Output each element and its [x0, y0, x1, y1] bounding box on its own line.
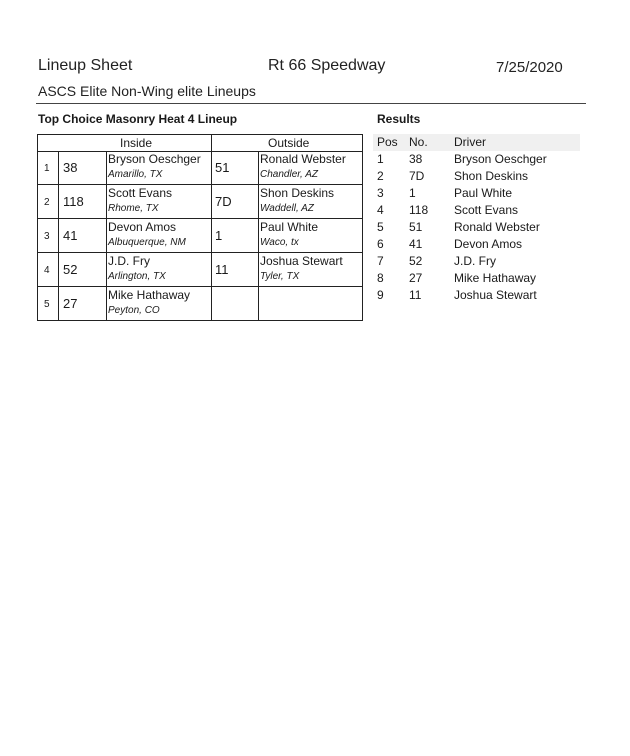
inside-driver-city: Rhome, TX: [108, 203, 159, 214]
lineup-row-number: 3: [44, 231, 50, 242]
inside-header: Inside: [120, 136, 153, 150]
inside-driver-city: Arlington, TX: [108, 271, 166, 282]
outside-car-number: 51: [215, 160, 230, 175]
outside-car-number: 7D: [215, 194, 232, 209]
inside-driver-city: Amarillo, TX: [108, 169, 163, 180]
results-row: [373, 202, 580, 219]
inside-driver-city: Albuquerque, NM: [108, 237, 186, 248]
results-driver-name: Mike Hathaway: [454, 271, 537, 285]
outside-number-divider: [258, 151, 259, 321]
results-car-number: 11: [409, 288, 422, 302]
results-car-number: 51: [409, 220, 423, 234]
lineup-row-number: 5: [44, 299, 50, 310]
results-header-row: [373, 134, 580, 151]
lineup-row: [38, 287, 362, 321]
lineup-heading: Top Choice Masonry Heat 4 Lineup: [38, 112, 238, 126]
results-car-number: 118: [409, 203, 429, 217]
results-driver-name: Bryson Oeschger: [454, 152, 547, 166]
results-row: [373, 287, 580, 304]
inside-car-number: 52: [63, 262, 78, 277]
results-position: 7: [377, 254, 384, 268]
outside-driver-name: Paul White: [260, 220, 319, 234]
lineup-header-row: [38, 135, 362, 152]
results-driver-name: Ronald Webster: [454, 220, 540, 234]
inside-number-divider: [106, 151, 107, 321]
outside-car-number: 1: [215, 228, 223, 243]
outside-driver-city: Waddell, AZ: [260, 203, 314, 214]
results-car-number: 38: [409, 152, 423, 166]
results-driver-name: Scott Evans: [454, 203, 519, 217]
lineup-row: [38, 185, 362, 219]
race-date: 7/25/2020: [496, 59, 563, 76]
results-row: [373, 185, 580, 202]
results-position: 2: [377, 169, 384, 183]
results-position: 5: [377, 220, 384, 234]
lineup-row-number: 4: [44, 265, 50, 276]
results-heading: Results: [377, 112, 421, 126]
results-position: 8: [377, 271, 384, 285]
results-car-number: 41: [409, 237, 423, 251]
results-row: [373, 270, 580, 287]
results-row: [373, 151, 580, 168]
row-number-divider: [58, 151, 59, 321]
inside-car-number: 41: [63, 228, 78, 243]
results-position: 9: [377, 288, 384, 302]
inside-car-number: 118: [63, 194, 84, 209]
outside-driver-city: Tyler, TX: [260, 271, 300, 282]
inside-driver-name: Devon Amos: [108, 220, 177, 234]
results-position: 4: [377, 203, 384, 217]
track-name: Rt 66 Speedway: [268, 57, 386, 74]
lineup-row: [38, 253, 362, 287]
lineup-row: [38, 219, 362, 253]
results-position: 3: [377, 186, 384, 200]
sheet-title: Lineup Sheet: [38, 57, 133, 74]
results-table: [373, 134, 580, 304]
inside-driver-city: Peyton, CO: [108, 305, 160, 316]
results-car-number: 27: [409, 271, 423, 285]
results-position: 6: [377, 237, 384, 251]
results-pos-header: Pos: [377, 135, 398, 149]
results-row: [373, 168, 580, 185]
results-driver-name: J.D. Fry: [454, 254, 496, 268]
outside-driver-name: Ronald Webster: [260, 152, 346, 166]
results-driver-header: Driver: [454, 135, 486, 149]
results-no-header: No.: [409, 135, 428, 149]
results-row: [373, 219, 580, 236]
results-row: [373, 236, 580, 253]
outside-driver-city: Chandler, AZ: [260, 169, 318, 180]
lineup-center-divider: [211, 135, 212, 320]
inside-car-number: 27: [63, 296, 78, 311]
sheet-subtitle: ASCS Elite Non-Wing elite Lineups: [38, 83, 256, 99]
inside-driver-name: Mike Hathaway: [108, 288, 191, 302]
results-driver-name: Devon Amos: [454, 237, 523, 251]
lineup-row: [38, 151, 362, 185]
outside-driver-name: Joshua Stewart: [260, 254, 343, 268]
results-driver-name: Joshua Stewart: [454, 288, 537, 302]
inside-driver-name: J.D. Fry: [108, 254, 150, 268]
outside-driver-city: Waco, tx: [260, 237, 299, 248]
results-car-number: 7D: [409, 169, 425, 183]
outside-header: Outside: [268, 136, 310, 150]
lineup-row-number: 1: [44, 163, 50, 174]
header-rule: [36, 103, 586, 104]
inside-car-number: 38: [63, 160, 78, 175]
outside-driver-name: Shon Deskins: [260, 186, 335, 200]
results-position: 1: [377, 152, 384, 166]
results-car-number: 52: [409, 254, 423, 268]
outside-car-number: 11: [215, 262, 229, 277]
results-driver-name: Shon Deskins: [454, 169, 529, 183]
results-car-number: 1: [409, 186, 416, 200]
lineup-table: [37, 134, 363, 321]
results-row: [373, 253, 580, 270]
inside-driver-name: Scott Evans: [108, 186, 173, 200]
lineup-row-number: 2: [44, 197, 50, 208]
results-driver-name: Paul White: [454, 186, 513, 200]
inside-driver-name: Bryson Oeschger: [108, 152, 201, 166]
